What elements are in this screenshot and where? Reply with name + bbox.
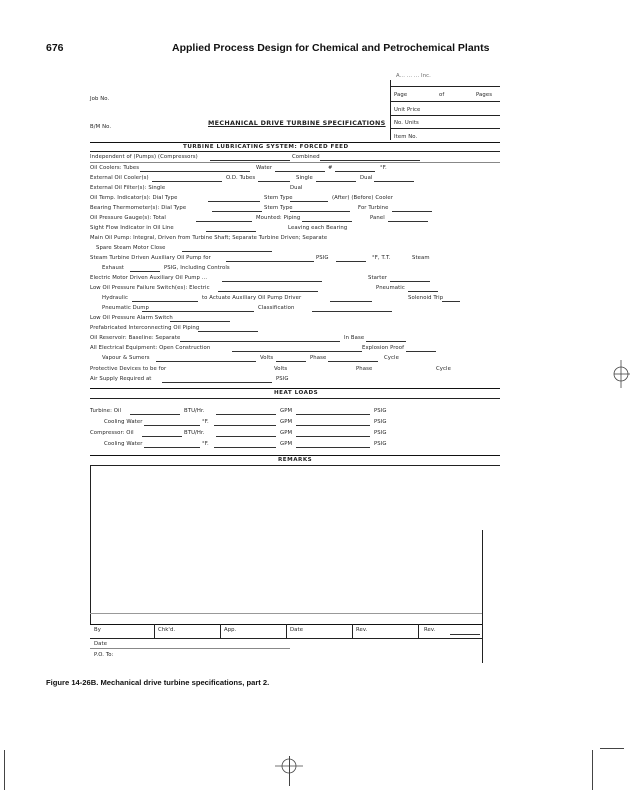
heat-turbine-cw: Cooling Water — [104, 419, 143, 425]
footer-app: App. — [224, 627, 237, 633]
lube-electrical: All Electrical Equipment: Open Construction — [90, 345, 211, 351]
lube-main-oil-pump: Main Oil Pump: Integral, Driven from Turbine Shaft; Separate Turbine Driven; Separate — [90, 235, 328, 241]
lube-filter-dual: Dual — [290, 185, 303, 191]
footer-by: By — [94, 627, 101, 633]
lube-protective-cycle: Cycle — [436, 366, 451, 372]
lube-row-combined: Combined — [292, 154, 320, 160]
running-title: Applied Process Design for Chemical and Petrochemical Plants — [172, 42, 490, 54]
lube-exhaust-psig: PSIG, Including Controls — [164, 265, 230, 271]
lube-leaving-bearing: Leaving each Bearing — [288, 225, 348, 231]
lube-temp-indicator: Oil Temp. Indicator(s): Dial Type — [90, 195, 178, 201]
lube-aux-steam: Steam — [412, 255, 430, 261]
of-label: of — [439, 92, 445, 98]
lube-exhaust: Exhaust — [102, 265, 124, 271]
footer-chkd: Chk'd. — [158, 627, 176, 633]
footer-rev-2: Rev. — [424, 627, 436, 633]
heat-turbine-cw-psig: PSIG — [374, 419, 387, 425]
lube-vapour-cycle: Cycle — [384, 355, 399, 361]
crop-mark-right — [592, 750, 593, 790]
lube-reservoir: Oil Reservoir: Baseline: Separate — [90, 335, 181, 341]
lube-motor-aux-pump: Electric Motor Driven Auxiliary Oil Pump ... — [90, 275, 208, 281]
remarks-section-title: REMARKS — [278, 457, 313, 463]
lube-panel: Panel — [370, 215, 385, 221]
page-number: 676 — [46, 42, 64, 54]
lube-aux-pump-steam: Steam Turbine Driven Auxiliary Oil Pump for — [90, 255, 211, 261]
lube-explosion-proof: Explosion Proof — [362, 345, 405, 351]
lube-external-cooler: External Oil Cooler(s) — [90, 175, 149, 181]
company-line: A... ... ... Inc. — [396, 73, 431, 79]
footer-date-2: Date — [94, 641, 108, 647]
heat-compressor-gpm: GPM — [280, 430, 293, 436]
heat-compressor-btu: BTU/Hr. — [184, 430, 205, 436]
lube-hash: # — [328, 165, 333, 171]
lube-low-pressure-switch: Low Oil Pressure Failure Switch(es): Electric — [90, 285, 210, 291]
crop-mark-left — [4, 750, 5, 790]
lube-bearing-stem: Stem Type — [264, 205, 293, 211]
pages-label: Pages — [476, 92, 493, 98]
lube-classification: Classification — [258, 305, 295, 311]
lube-dual: Dual — [360, 175, 373, 181]
lube-deg-f: °F. — [380, 165, 387, 171]
footer-rev-1: Rev. — [356, 627, 368, 633]
lube-water: Water — [256, 165, 273, 171]
lube-od-tubes: O.D. Tubes — [226, 175, 256, 181]
lube-pneumatic-dump: Pneumatic Dump — [102, 305, 149, 311]
lube-sight-flow: Sight Flow Indicator in Oil Line — [90, 225, 174, 231]
lube-single: Single — [296, 175, 313, 181]
lube-external-filter: External Oil Filter(s): Single — [90, 185, 166, 191]
heat-turbine-degf: °F. — [202, 419, 209, 425]
heat-compressor-degf: °F. — [202, 441, 209, 447]
lube-aux-psig: PSIG — [316, 255, 329, 261]
lube-protective-phase: Phase — [356, 366, 373, 372]
heat-turbine-psig: PSIG — [374, 408, 387, 414]
heat-compressor-cw-gpm: GPM — [280, 441, 293, 447]
heat-turbine-btu: BTU/Hr. — [184, 408, 205, 414]
lube-for-turbine: For Turbine — [358, 205, 389, 211]
heat-compressor-cw-psig: PSIG — [374, 441, 387, 447]
lube-oil-coolers: Oil Coolers: Tubes — [90, 165, 140, 171]
lube-air-psig: PSIG — [276, 376, 289, 382]
lube-temp-cooler: (After) (Before) Cooler — [332, 195, 394, 201]
lube-alarm-switch: Low Oil Pressure Alarm Switch — [90, 315, 173, 321]
lube-pressure-gauge: Oil Pressure Gauge(s): Total — [90, 215, 166, 221]
bm-no-label: B/M No. — [90, 124, 112, 130]
lube-solenoid: Solenoid Trip — [408, 295, 444, 301]
form-title: MECHANICAL DRIVE TURBINE SPECIFICATIONS — [208, 119, 386, 127]
lube-aux-tt: °F, T.T. — [372, 255, 391, 261]
item-no-label: Item No. — [394, 134, 418, 140]
footer-date: Date — [290, 627, 304, 633]
lube-spare-steam: Spare Steam Motor Close — [96, 245, 166, 251]
registration-mark-right — [612, 360, 630, 388]
lube-section-title: TURBINE LUBRICATING SYSTEM: FORCED FEED — [183, 144, 349, 150]
lube-row-independent: Independent of (Pumps) (Compressors) — [90, 154, 198, 160]
heat-section-title: HEAT LOADS — [274, 390, 319, 396]
lube-actuate: to Actuate Auxiliary Oil Pump Driver — [202, 295, 302, 301]
heat-turbine-cw-gpm: GPM — [280, 419, 293, 425]
no-units-label: No. Units — [394, 120, 419, 126]
page-label: Page — [394, 92, 408, 98]
heat-compressor-cw: Cooling Water — [104, 441, 143, 447]
lube-pneumatic: Pneumatic — [376, 285, 405, 291]
job-no-label: Job No. — [90, 96, 110, 102]
heat-compressor-oil: Compressor: Oil — [90, 430, 134, 436]
figure-caption: Figure 14-26B. Mechanical drive turbine specifications, part 2. — [46, 678, 270, 687]
heat-turbine-gpm: GPM — [280, 408, 293, 414]
unit-price-label: Unit Price — [394, 107, 421, 113]
lube-protective-volts: Volts — [274, 366, 288, 372]
lube-vapour-volts: Volts — [260, 355, 274, 361]
lube-protective: Protective Devices to be for — [90, 366, 167, 372]
crop-mark-right-h — [600, 748, 624, 749]
lube-hydraulic: Hydraulic — [102, 295, 129, 301]
lube-in-base: In Base — [344, 335, 365, 341]
footer-po-to: P.O. To: — [94, 652, 114, 658]
lube-air-supply: Air Supply Required at — [90, 376, 152, 382]
lube-vapour: Vapour & Sumers — [102, 355, 150, 361]
lube-bearing-thermo: Bearing Thermometer(s): Dial Type — [90, 205, 187, 211]
heat-turbine-oil: Turbine: Oil — [90, 408, 122, 414]
lube-mounted-piping: Mounted: Piping — [256, 215, 301, 221]
lube-vapour-phase: Phase — [310, 355, 327, 361]
specification-form — [90, 68, 500, 666]
lube-starter: Starter — [368, 275, 388, 281]
lube-temp-stem: Stem Type — [264, 195, 293, 201]
heat-compressor-psig: PSIG — [374, 430, 387, 436]
lube-piping: Prefabricated Interconnecting Oil Piping — [90, 325, 200, 331]
registration-mark-bottom — [275, 757, 303, 775]
